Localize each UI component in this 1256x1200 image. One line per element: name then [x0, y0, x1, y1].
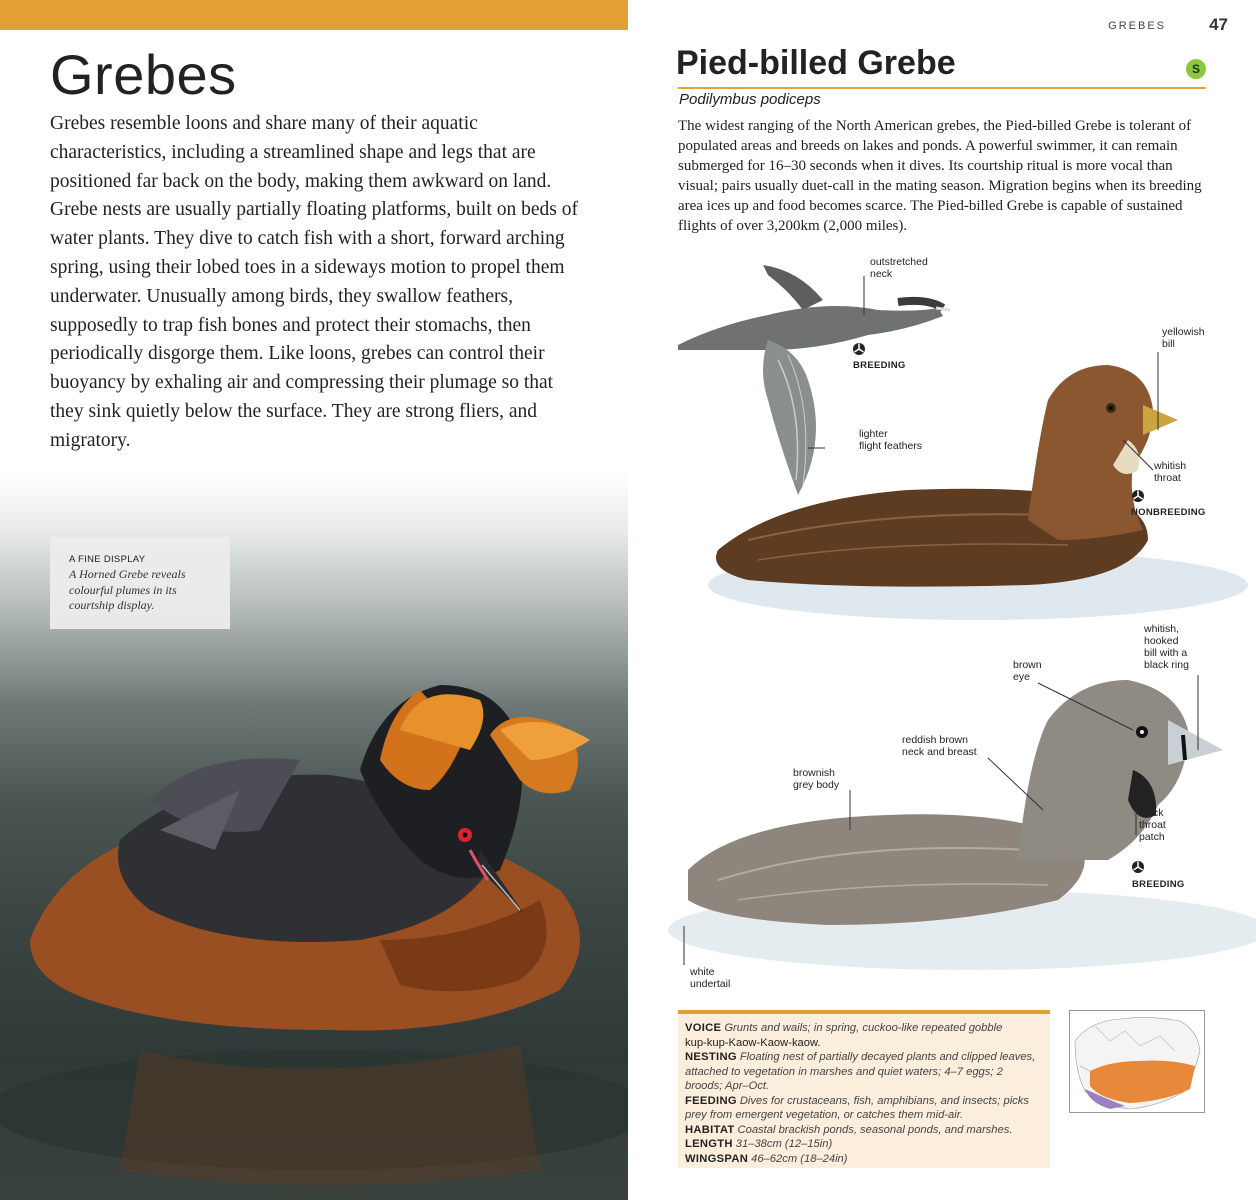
fact-value-voice: Grunts and wails; in spring, cuckoo-like repeated gobble: [724, 1022, 1003, 1034]
species-facts-box: [678, 1010, 1050, 1168]
chapter-title: Grebes: [50, 43, 237, 106]
tag-breeding-swimming: BREEDING: [1132, 879, 1185, 890]
label-whitish-hooked-bill: whitish, hooked bill with a black ring: [1144, 623, 1189, 671]
breeding-grebe-illustration: [668, 680, 1256, 970]
breeding-season-icon: [852, 342, 866, 356]
breeding-season-icon-2: [1131, 860, 1145, 874]
range-map: [1069, 1010, 1205, 1113]
nonbreeding-season-icon: [1131, 489, 1145, 503]
scientific-name: Podilymbus podiceps: [679, 91, 821, 108]
fact-value-feeding: Dives for crustaceans, fish, amphibians, and insects; picks prey from emergent vegetation, or catches them mid-air.: [685, 1094, 1029, 1121]
label-brown-eye: brown eye: [1013, 659, 1042, 683]
fact-value-wingspan: 46–62cm (18–24in): [751, 1152, 848, 1165]
flying-grebe-illustration: [678, 265, 950, 495]
label-brownish-grey-body: brownish grey body: [793, 767, 840, 791]
running-head: GREBES: [1108, 20, 1166, 32]
label-outstretched-neck: outstretched neck: [870, 256, 928, 280]
label-whitish-throat: whitish throat: [1154, 460, 1187, 484]
chapter-intro: Grebes resemble loons and share many of their aquatic characteristics, including a streamlined shape and legs that are positioned far back on the body, making them awkward on land. Grebe nests are usually partially floating platforms, built on beds of water plants. They dive to catch fish with a short, forward arching spring, using their lobed toes in a sideways motion to propel them underwater. Unusually among birds, they swallow feathers, supposedly to trap fish bones and protect their stomachs, then periodically disgorge them. Like loons, grebes can control their buoyancy by exhaling air and compressing their plumage so that they sink quietly below the surface. They are strong fliers, and migratory.: [50, 113, 578, 451]
fact-value-length: 31–38cm (12–15in): [735, 1138, 833, 1150]
label-lighter-flight-feathers: lighter flight feathers: [859, 428, 923, 452]
title-rule: [678, 87, 1206, 89]
label-white-undertail: white undertail: [690, 966, 731, 990]
fact-habitat: [685, 1123, 1042, 1138]
label-reddish-brown-neck: reddish brown neck and breast: [902, 734, 977, 758]
fact-key-wingspan: WINGSPAN: [685, 1152, 749, 1165]
fact-length: [685, 1137, 1042, 1152]
fact-key-nesting: NESTING: [685, 1051, 737, 1063]
fact-key-habitat: HABITAT: [685, 1123, 735, 1136]
fact-feeding: [685, 1094, 1042, 1123]
chapter-color-bar: [0, 0, 628, 30]
species-description: The widest ranging of the North American grebes, the Pied-billed Grebe is tolerant of populated areas and breeds on lakes and ponds. A powerful swimmer, it can remain submerged for 16–30 seconds when it dives. Its courtship ritual is more vocal than visual; pairs usually duet-call in the mating season. Migration begins when its breeding area ices up and food becomes scarce. The Pied-billed Grebe is capable of sustained flights of over 3,200km (2,000 miles).: [678, 118, 1202, 234]
fact-voice: [685, 1021, 1042, 1050]
fact-key-length: LENGTH: [685, 1138, 733, 1150]
caption-title: A FINE DISPLAY: [69, 554, 146, 565]
fact-key-voice: VOICE: [685, 1022, 722, 1034]
status-badge: S: [1186, 59, 1206, 79]
caption-text: A Horned Grebe reveals colourful plumes in its courtship display.: [69, 567, 186, 612]
fact-value-nesting: Floating nest of partially decayed plants and clipped leaves, attached to vegetation in marshes and quiet waters; 4–7 eggs; 2 broods; Apr–Oct.: [685, 1051, 1036, 1092]
fact-wingspan: [685, 1152, 1042, 1167]
fact-value-habitat: Coastal brackish ponds, seasonal ponds, and marshes.: [737, 1123, 1013, 1136]
label-yellowish-bill: yellowish bill: [1162, 326, 1205, 350]
right-page: [628, 0, 1256, 1200]
fact-value-voice-call: kup-kup-Kaow-Kaow-kaow.: [685, 1036, 821, 1049]
species-illustrations: [628, 240, 1256, 1010]
fact-key-feeding: FEEDING: [685, 1094, 737, 1107]
page-number: 47: [1209, 15, 1228, 34]
photo-caption: [50, 537, 230, 629]
tag-breeding-flight: BREEDING: [853, 360, 906, 371]
label-black-throat-patch: black throat patch: [1139, 807, 1166, 843]
fact-nesting: [685, 1050, 1042, 1094]
tag-nonbreeding: NONBREEDING: [1131, 507, 1206, 518]
species-title: Pied-billed Grebe: [676, 44, 956, 82]
range-map-drawing: [1070, 1011, 1204, 1112]
